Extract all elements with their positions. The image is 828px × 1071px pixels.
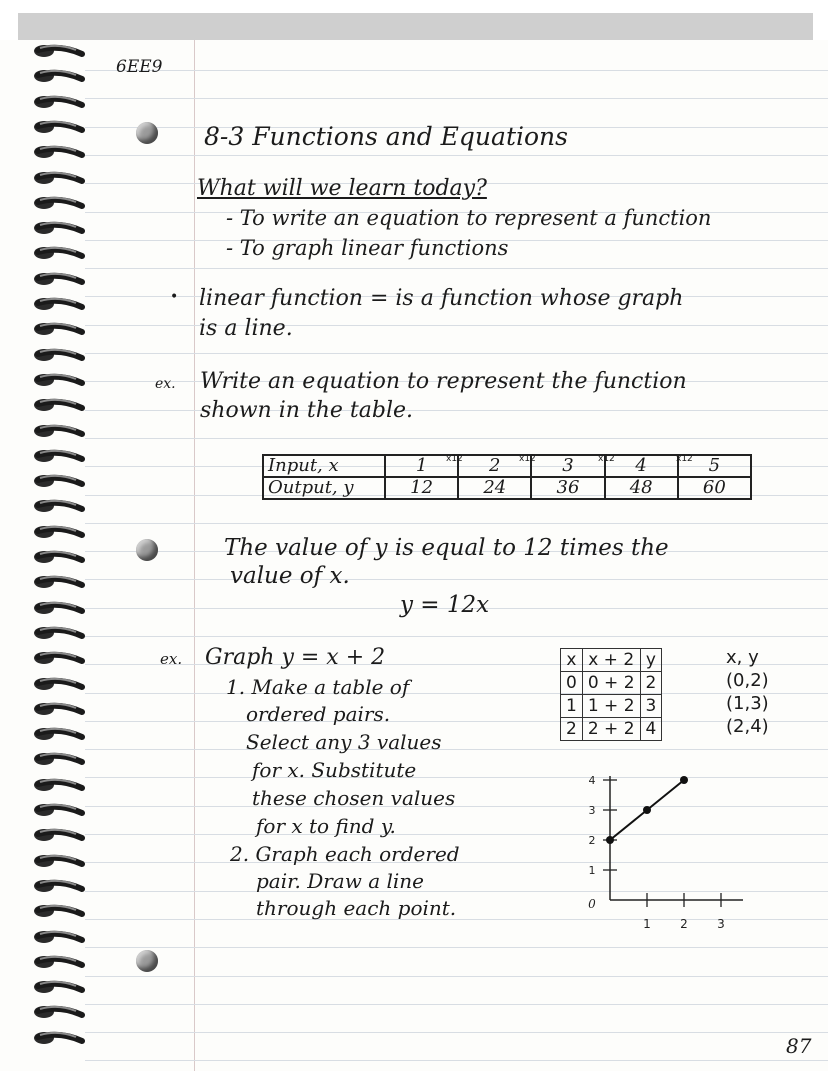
spiral-coil [30, 295, 88, 315]
ruled-line [85, 325, 828, 326]
definition-bullet: • [170, 289, 179, 305]
spiral-coil [30, 523, 88, 543]
page-title: 8-3 Functions and Equations [204, 122, 568, 151]
ruled-line [85, 155, 828, 156]
spiral-coil [30, 1003, 88, 1023]
step-line: for x to find y. [256, 814, 396, 838]
goal-1: - To write an equation to represent a function [226, 206, 712, 230]
spiral-coil [30, 877, 88, 897]
ruled-line [85, 749, 828, 750]
spiral-coil [30, 700, 88, 720]
header-code: 6EE9 [116, 57, 163, 77]
ruled-line [85, 1004, 828, 1005]
ruled-line [85, 353, 828, 354]
example-1-marker: ex. [155, 376, 176, 392]
spiral-coil [30, 143, 88, 163]
x-tick-label: 2 [680, 917, 688, 931]
y-tick-label: 3 [588, 804, 596, 817]
margin-line [194, 40, 195, 1071]
data-point [643, 806, 651, 814]
spiral-coil [30, 978, 88, 998]
spiral-coil [30, 953, 88, 973]
pair: (2,4) [726, 716, 769, 737]
step-line: ordered pairs. [246, 702, 391, 726]
step-mark: x12 [676, 454, 693, 464]
spiral-coil [30, 371, 88, 391]
example-1-line-2: shown in the table. [200, 398, 414, 423]
step-line: pair. Draw a line [256, 869, 424, 893]
ruled-line [85, 636, 828, 637]
spiral-coil [30, 93, 88, 113]
table-cell: 4 [640, 718, 662, 741]
spiral-coil [30, 270, 88, 290]
spiral-coil [30, 169, 88, 189]
spiral-coil [30, 194, 88, 214]
spiral-coil [30, 725, 88, 745]
input-cell: 3 [531, 455, 604, 477]
step-line: 1. Make a table of [226, 675, 410, 699]
statement-line-1: The value of y is equal to 12 times the [224, 535, 669, 561]
table-cell: 1 [561, 695, 583, 718]
pairs-header: x, y [726, 647, 759, 668]
x-tick-label: 1 [643, 917, 651, 931]
ordered-pairs-list [726, 646, 769, 738]
input-cell: 4 [605, 455, 678, 477]
example-2-marker: ex. [160, 650, 183, 668]
spiral-coil [30, 320, 88, 340]
spiral-coil [30, 928, 88, 948]
ruled-line [85, 721, 828, 722]
pair: (0,2) [726, 670, 769, 691]
step-mark: x12 [598, 454, 615, 464]
step-mark: x12 [446, 454, 463, 464]
step-line: for x. Substitute [252, 758, 417, 782]
table-cell: 3 [640, 695, 662, 718]
question: What will we learn today? [197, 176, 487, 201]
output-cell: 12 [385, 477, 458, 499]
x-tick-label: 3 [717, 917, 725, 931]
statement-line-2: value of x. [230, 563, 350, 589]
table-row [561, 672, 662, 695]
spiral-coil [30, 67, 88, 87]
spiral-coil [30, 776, 88, 796]
input-label: Input, x [263, 455, 385, 477]
table-cell: 2 + 2 [582, 718, 640, 741]
spiral-coil [30, 548, 88, 568]
example-2-heading: Graph y = x + 2 [205, 645, 386, 670]
spiral-coil [30, 852, 88, 872]
step-line: these chosen values [252, 786, 456, 810]
table-cell: 2 [561, 718, 583, 741]
spiral-coil [30, 649, 88, 669]
spiral-coil [30, 396, 88, 416]
ruled-line [85, 664, 828, 665]
example-1-line-1: Write an equation to represent the function [200, 369, 687, 394]
ordered-pair-table [560, 648, 662, 741]
page-number: 87 [786, 1034, 812, 1058]
ruled-line [85, 976, 828, 977]
spiral-coil [30, 447, 88, 467]
punch-hole-top [136, 122, 158, 144]
data-point [680, 776, 688, 784]
spiral-coil [30, 750, 88, 770]
spiral-coil [30, 244, 88, 264]
output-cell: 36 [531, 477, 604, 499]
ruled-line [85, 523, 828, 524]
spiral-coil [30, 118, 88, 138]
input-cell: 1 [385, 455, 458, 477]
table-cell: 0 + 2 [582, 672, 640, 695]
header-y: y [640, 649, 662, 672]
equation: y = 12x [400, 592, 490, 618]
spiral-coil [30, 599, 88, 619]
spiral-coil [30, 902, 88, 922]
spiral-coil [30, 624, 88, 644]
spiral-binding [30, 40, 90, 1060]
table-cell: 0 [561, 672, 583, 695]
scan-top-edge [18, 13, 813, 41]
ruled-line [85, 438, 828, 439]
ruled-line [85, 1032, 828, 1033]
spiral-coil [30, 497, 88, 517]
punch-hole-bottom [136, 950, 158, 972]
y-tick-label: 1 [588, 864, 596, 877]
goal-2: - To graph linear functions [226, 236, 509, 260]
step-line: Select any 3 values [246, 730, 442, 754]
data-point [606, 836, 614, 844]
spiral-coil [30, 675, 88, 695]
input-cell: 5 [678, 455, 751, 477]
spiral-coil [30, 472, 88, 492]
output-cell: 48 [605, 477, 678, 499]
spiral-coil [30, 1029, 88, 1049]
step-mark: x12 [519, 454, 536, 464]
ruled-line [85, 947, 828, 948]
definition-line-2: is a line. [199, 316, 293, 341]
ruled-line [85, 268, 828, 269]
header-x: x [561, 649, 583, 672]
y-tick-label: 2 [588, 834, 596, 847]
output-cell: 24 [458, 477, 531, 499]
spiral-coil [30, 826, 88, 846]
y-tick-label: 4 [588, 774, 596, 787]
ruled-line [85, 98, 828, 99]
table-header-row [561, 649, 662, 672]
output-row [263, 477, 751, 499]
punch-hole-middle [136, 539, 158, 561]
spiral-coil [30, 573, 88, 593]
table-cell: 1 + 2 [582, 695, 640, 718]
spiral-coil [30, 219, 88, 239]
spiral-coil [30, 422, 88, 442]
ruled-line [85, 693, 828, 694]
line-graph [570, 770, 760, 940]
pair: (1,3) [726, 693, 769, 714]
spiral-coil [30, 42, 88, 62]
output-cell: 60 [678, 477, 751, 499]
input-cell: 2 [458, 455, 531, 477]
ruled-line [85, 1060, 828, 1061]
table-row [561, 695, 662, 718]
spiral-coil [30, 346, 88, 366]
ruled-line [85, 410, 828, 411]
table-cell: 2 [640, 672, 662, 695]
ruled-line [85, 70, 828, 71]
output-label: Output, y [263, 477, 385, 499]
step-line: 2. Graph each ordered [230, 842, 460, 866]
spiral-coil [30, 801, 88, 821]
definition-line-1: linear function = is a function whose graph [199, 286, 684, 311]
table-row [561, 718, 662, 741]
ruled-line [85, 579, 828, 580]
step-line: through each point. [256, 896, 457, 920]
header-x-plus-2: x + 2 [582, 649, 640, 672]
origin-label: 0 [588, 897, 596, 911]
